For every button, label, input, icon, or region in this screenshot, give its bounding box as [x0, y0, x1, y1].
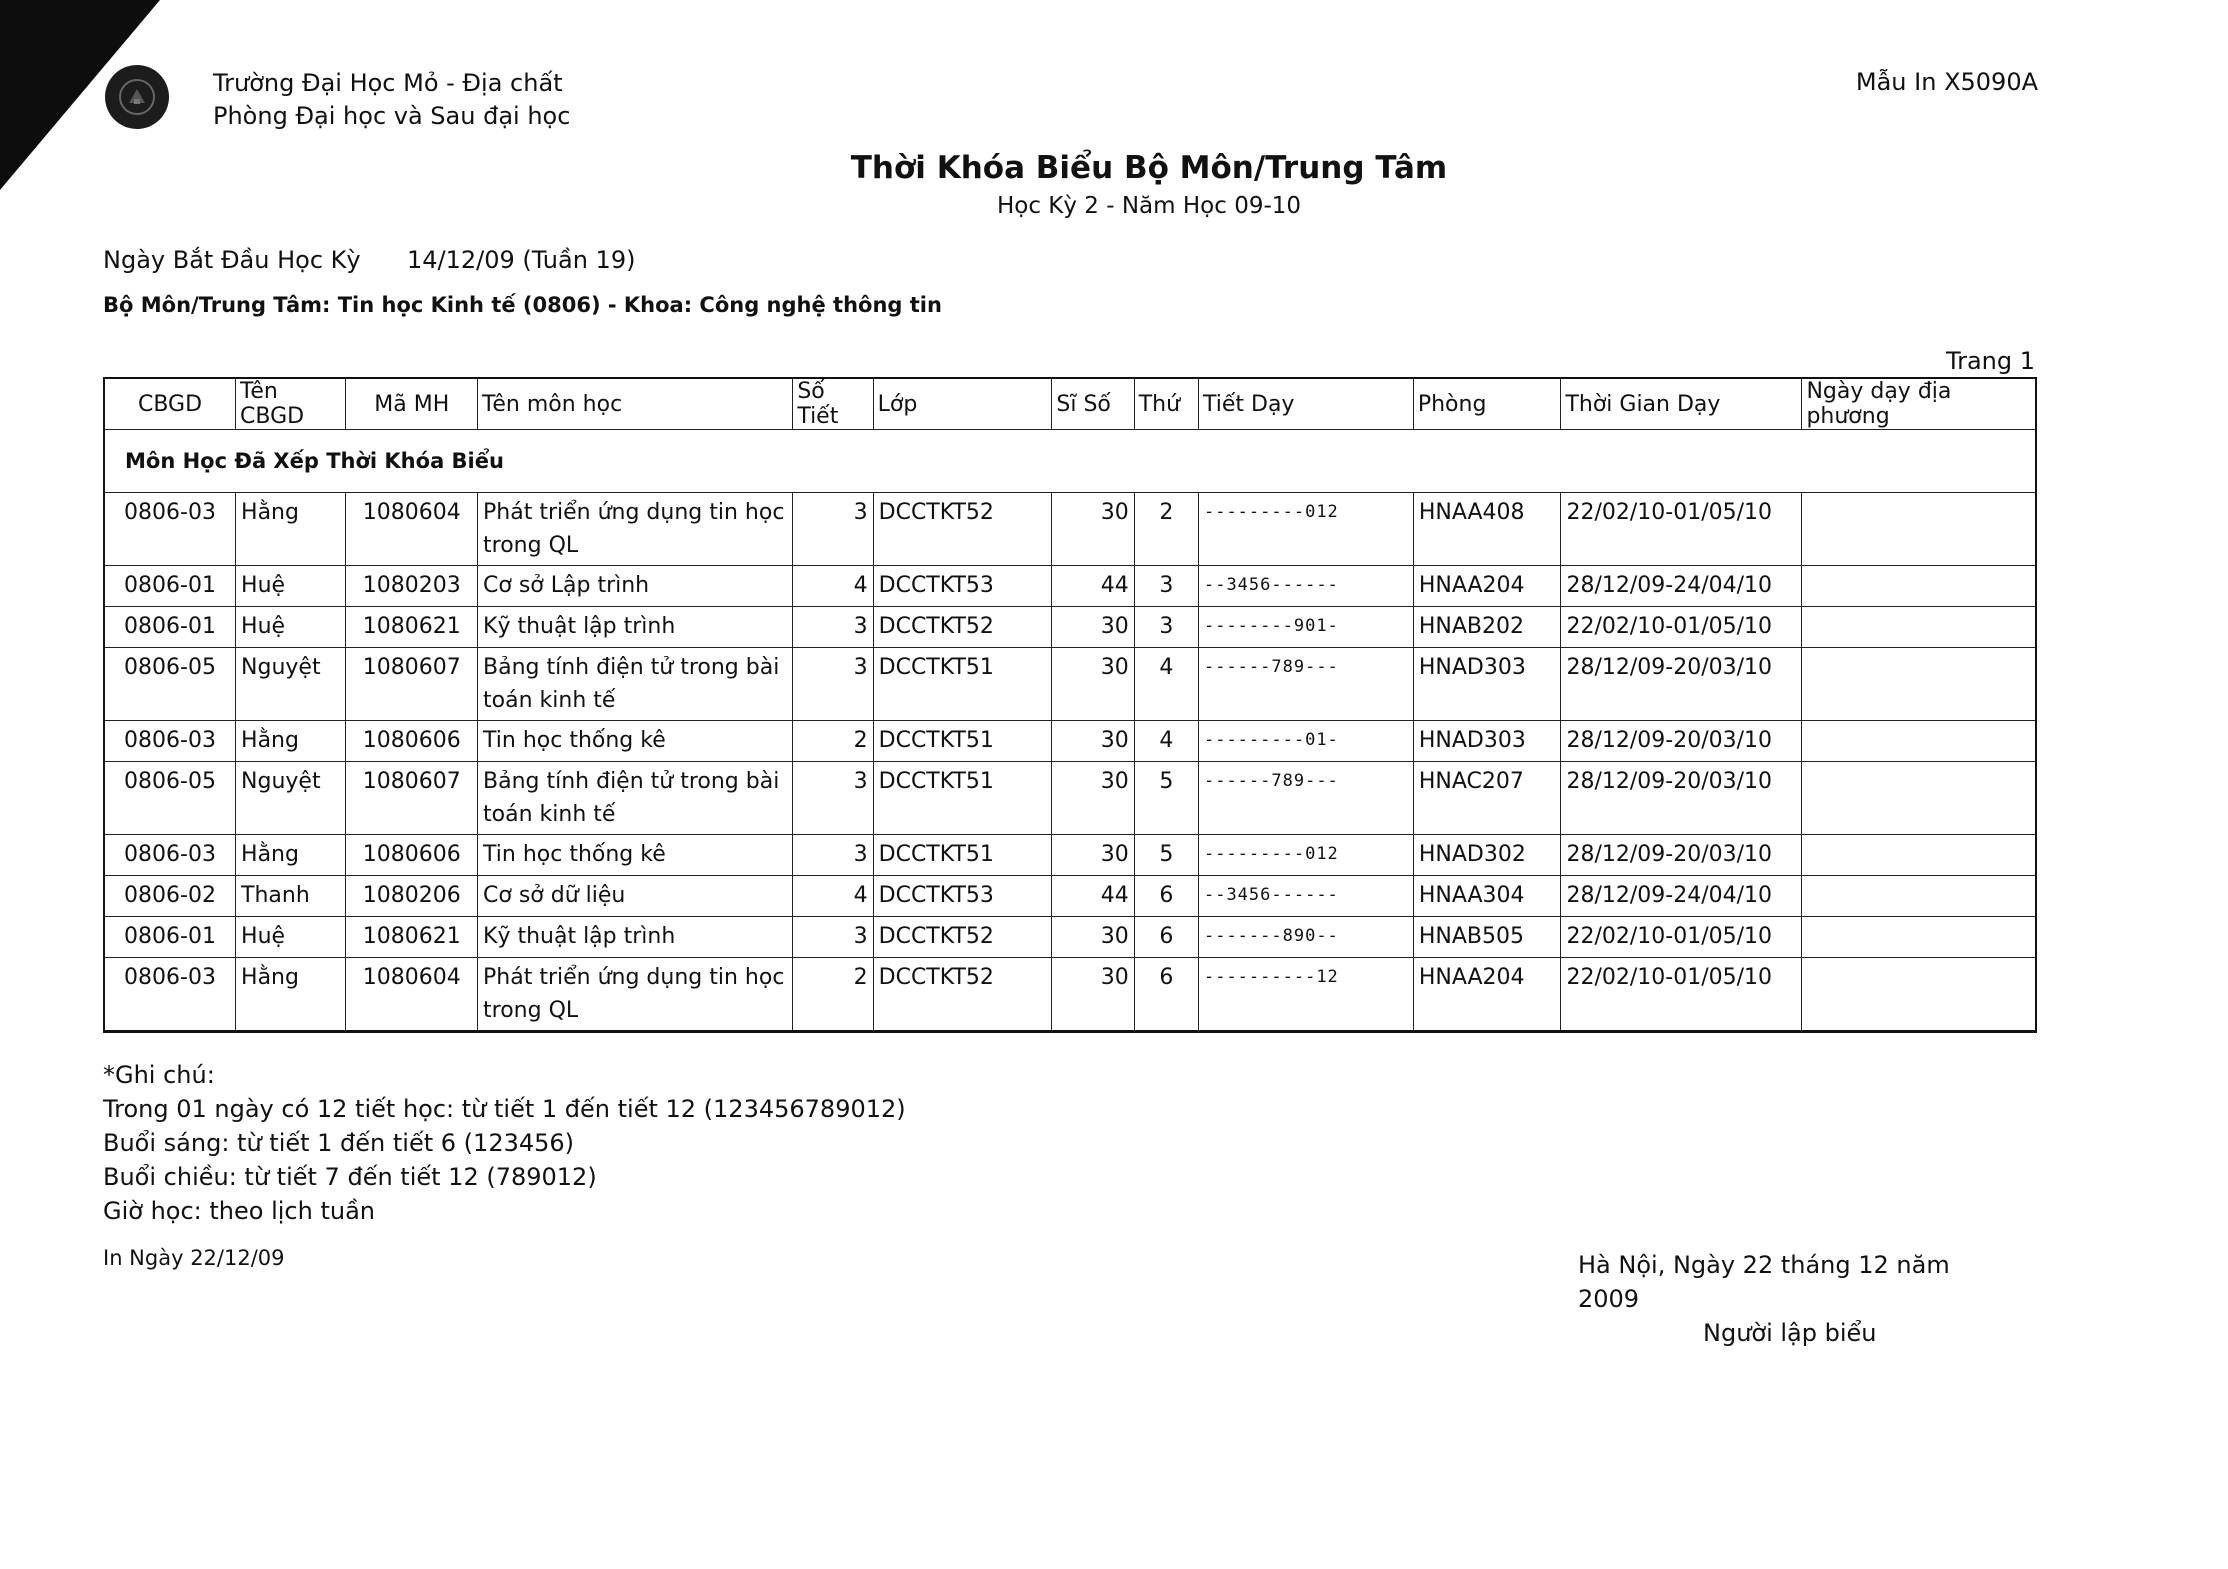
cell-thu: 3 [1134, 566, 1198, 607]
cell-tiet: ---------012 [1198, 493, 1413, 566]
cell-cbgd: 0806-05 [104, 762, 236, 835]
cell-thoi-gian: 28/12/09-24/04/10 [1561, 566, 1802, 607]
cell-dia-phuong [1802, 607, 2036, 648]
semester-start-value: 14/12/09 (Tuần 19) [407, 246, 636, 274]
cell-thoi-gian: 22/02/10-01/05/10 [1561, 917, 1802, 958]
cell-si-so: 30 [1052, 721, 1134, 762]
cell-dia-phuong [1802, 648, 2036, 721]
note-line: Trong 01 ngày có 12 tiết học: từ tiết 1 đến tiết 12 (123456789012) [103, 1095, 906, 1123]
cell-dia-phuong [1802, 917, 2036, 958]
cell-cbgd: 0806-05 [104, 648, 236, 721]
cell-thoi-gian: 22/02/10-01/05/10 [1561, 493, 1802, 566]
cell-phong: HNAA204 [1413, 958, 1561, 1032]
cell-si-so: 30 [1052, 835, 1134, 876]
cell-lop: DCCTKT51 [873, 648, 1052, 721]
cell-mon [478, 876, 793, 917]
cell-ma-mh: 1080606 [346, 835, 478, 876]
table-row [104, 721, 2036, 762]
cell-ten: Huệ [236, 566, 346, 607]
cell-mon [478, 917, 793, 958]
course-name-line2: trong QL [483, 998, 579, 1023]
cell-lop: DCCTKT52 [873, 607, 1052, 648]
cell-ma-mh: 1080206 [346, 876, 478, 917]
table-row [104, 958, 2036, 1032]
cell-phong: HNAD303 [1413, 721, 1561, 762]
cell-ten: Hằng [236, 958, 346, 1032]
signature-role: Người lập biểu [1703, 1319, 1877, 1347]
cell-ma-mh: 1080621 [346, 917, 478, 958]
cell-dia-phuong [1802, 835, 2036, 876]
section-row [104, 430, 2036, 493]
cell-cbgd: 0806-03 [104, 493, 236, 566]
cell-si-so: 30 [1052, 493, 1134, 566]
column-header: Sĩ Số [1052, 378, 1134, 430]
section-title: Môn Học Đã Xếp Thời Khóa Biểu [104, 430, 2036, 493]
table-row [104, 917, 2036, 958]
cell-ten: Huệ [236, 917, 346, 958]
course-name-line1: Tin học thống kê [483, 842, 666, 867]
cell-ten: Huệ [236, 607, 346, 648]
printed-date: In Ngày 22/12/09 [103, 1246, 285, 1270]
cell-so-tiet: 2 [793, 721, 873, 762]
form-code: Mẫu In X5090A [1855, 68, 2038, 96]
cell-phong: HNAA204 [1413, 566, 1561, 607]
cell-ma-mh: 1080607 [346, 762, 478, 835]
cell-phong: HNAD302 [1413, 835, 1561, 876]
school-name: Trường Đại Học Mỏ - Địa chất [213, 69, 563, 97]
column-header: Thứ [1134, 378, 1198, 430]
cell-si-so: 30 [1052, 762, 1134, 835]
cell-lop: DCCTKT52 [873, 493, 1052, 566]
cell-ma-mh: 1080604 [346, 493, 478, 566]
cell-so-tiet: 3 [793, 762, 873, 835]
cell-so-tiet: 4 [793, 876, 873, 917]
cell-dia-phuong [1802, 721, 2036, 762]
cell-thu: 2 [1134, 493, 1198, 566]
cell-thoi-gian: 28/12/09-20/03/10 [1561, 835, 1802, 876]
page-subtitle: Học Kỳ 2 - Năm Học 09-10 [996, 193, 1302, 219]
cell-lop: DCCTKT51 [873, 762, 1052, 835]
course-name-line1: Phát triển ứng dụng tin học [483, 965, 785, 990]
notes-block [103, 1058, 906, 1228]
column-header: Ngày dạy địa phương [1802, 378, 2036, 430]
column-header: Tên CBGD [236, 378, 346, 430]
cell-thu: 6 [1134, 917, 1198, 958]
cell-mon [478, 607, 793, 648]
note-line: Buổi sáng: từ tiết 1 đến tiết 6 (123456) [103, 1129, 575, 1157]
cell-thu: 3 [1134, 607, 1198, 648]
course-name-line1: Bảng tính điện tử trong bài [483, 769, 780, 794]
cell-cbgd: 0806-03 [104, 835, 236, 876]
timetable [103, 377, 2037, 1033]
cell-ten: Nguyệt [236, 762, 346, 835]
cell-mon [478, 648, 793, 721]
course-name-line2: trong QL [483, 533, 579, 558]
department-line: Bộ Môn/Trung Tâm: Tin học Kinh tế (0806) - Khoa: Công nghệ thông tin [103, 293, 942, 317]
cell-phong: HNAA304 [1413, 876, 1561, 917]
cell-so-tiet: 2 [793, 958, 873, 1032]
course-name-line2: toán kinh tế [483, 688, 616, 713]
column-header: Lớp [873, 378, 1052, 430]
cell-mon [478, 721, 793, 762]
course-name-line1: Kỹ thuật lập trình [483, 924, 676, 949]
cell-dia-phuong [1802, 493, 2036, 566]
cell-so-tiet: 4 [793, 566, 873, 607]
cell-phong: HNAB505 [1413, 917, 1561, 958]
cell-cbgd: 0806-01 [104, 917, 236, 958]
column-header: CBGD [104, 378, 236, 430]
cell-ten: Hằng [236, 721, 346, 762]
cell-tiet: ------789--- [1198, 762, 1413, 835]
course-name-line1: Cơ sở dữ liệu [483, 883, 626, 908]
cell-thoi-gian: 28/12/09-20/03/10 [1561, 762, 1802, 835]
cell-thu: 4 [1134, 648, 1198, 721]
cell-so-tiet: 3 [793, 493, 873, 566]
cell-mon [478, 835, 793, 876]
cell-lop: DCCTKT53 [873, 566, 1052, 607]
cell-thoi-gian: 28/12/09-20/03/10 [1561, 721, 1802, 762]
column-header: Mã MH [346, 378, 478, 430]
column-header: Tên môn học [478, 378, 793, 430]
cell-dia-phuong [1802, 762, 2036, 835]
cell-tiet: ------789--- [1198, 648, 1413, 721]
cell-si-so: 44 [1052, 876, 1134, 917]
cell-si-so: 30 [1052, 917, 1134, 958]
cell-thu: 4 [1134, 721, 1198, 762]
cell-ten: Nguyệt [236, 648, 346, 721]
cell-lop: DCCTKT51 [873, 721, 1052, 762]
cell-ma-mh: 1080604 [346, 958, 478, 1032]
cell-lop: DCCTKT52 [873, 917, 1052, 958]
page-title: Thời Khóa Biểu Bộ Môn/Trung Tâm [850, 150, 1448, 186]
cell-thoi-gian: 28/12/09-20/03/10 [1561, 648, 1802, 721]
cell-tiet: --3456------ [1198, 876, 1413, 917]
column-header: Số Tiết [793, 378, 873, 430]
cell-thoi-gian: 22/02/10-01/05/10 [1561, 958, 1802, 1032]
cell-so-tiet: 3 [793, 607, 873, 648]
cell-tiet: ----------12 [1198, 958, 1413, 1032]
course-name-line1: Bảng tính điện tử trong bài [483, 655, 780, 680]
cell-ma-mh: 1080621 [346, 607, 478, 648]
cell-ten: Hằng [236, 835, 346, 876]
table-row [104, 607, 2036, 648]
cell-si-so: 30 [1052, 648, 1134, 721]
column-header: Thời Gian Dạy [1561, 378, 1802, 430]
cell-thu: 5 [1134, 762, 1198, 835]
course-name-line1: Phát triển ứng dụng tin học [483, 500, 785, 525]
cell-dia-phuong [1802, 876, 2036, 917]
table-row [104, 648, 2036, 721]
cell-thoi-gian: 22/02/10-01/05/10 [1561, 607, 1802, 648]
cell-phong: HNAD303 [1413, 648, 1561, 721]
signature-place-date: Hà Nội, Ngày 22 tháng 12 năm 2009 [1578, 1251, 1950, 1313]
table-row [104, 835, 2036, 876]
cell-mon [478, 762, 793, 835]
cell-so-tiet: 3 [793, 835, 873, 876]
signature-block [1578, 1248, 1978, 1350]
course-name-line2: toán kinh tế [483, 802, 616, 827]
cell-cbgd: 0806-03 [104, 721, 236, 762]
semester-start-label: Ngày Bắt Đầu Học Kỳ [103, 246, 361, 274]
course-name-line1: Tin học thống kê [483, 728, 666, 753]
note-line: Buổi chiều: từ tiết 7 đến tiết 12 (789012) [103, 1163, 597, 1191]
cell-ma-mh: 1080606 [346, 721, 478, 762]
cell-lop: DCCTKT51 [873, 835, 1052, 876]
cell-thu: 5 [1134, 835, 1198, 876]
table-row [104, 876, 2036, 917]
column-header: Phòng [1413, 378, 1561, 430]
cell-tiet: --3456------ [1198, 566, 1413, 607]
column-header: Tiết Dạy [1198, 378, 1413, 430]
table-row [104, 493, 2036, 566]
cell-si-so: 44 [1052, 566, 1134, 607]
cell-ten: Thanh [236, 876, 346, 917]
cell-thoi-gian: 28/12/09-24/04/10 [1561, 876, 1802, 917]
cell-dia-phuong [1802, 566, 2036, 607]
table-header-row [104, 378, 2036, 430]
cell-mon [478, 493, 793, 566]
cell-dia-phuong [1802, 958, 2036, 1032]
cell-lop: DCCTKT52 [873, 958, 1052, 1032]
university-logo-icon [105, 65, 169, 129]
note-line: Giờ học: theo lịch tuần [103, 1197, 375, 1225]
cell-si-so: 30 [1052, 958, 1134, 1032]
cell-so-tiet: 3 [793, 917, 873, 958]
cell-thu: 6 [1134, 958, 1198, 1032]
cell-phong: HNAC207 [1413, 762, 1561, 835]
cell-cbgd: 0806-03 [104, 958, 236, 1032]
cell-lop: DCCTKT53 [873, 876, 1052, 917]
table-row [104, 762, 2036, 835]
cell-si-so: 30 [1052, 607, 1134, 648]
notes-heading: *Ghi chú: [103, 1061, 215, 1089]
cell-phong: HNAA408 [1413, 493, 1561, 566]
cell-tiet: ---------01- [1198, 721, 1413, 762]
cell-tiet: ---------012 [1198, 835, 1413, 876]
cell-ten: Hằng [236, 493, 346, 566]
cell-cbgd: 0806-01 [104, 607, 236, 648]
cell-tiet: --------901- [1198, 607, 1413, 648]
cell-ma-mh: 1080203 [346, 566, 478, 607]
table-row [104, 566, 2036, 607]
cell-mon [478, 566, 793, 607]
school-header [213, 67, 570, 133]
course-name-line1: Cơ sở Lập trình [483, 573, 650, 598]
course-name-line1: Kỹ thuật lập trình [483, 614, 676, 639]
cell-ma-mh: 1080607 [346, 648, 478, 721]
cell-so-tiet: 3 [793, 648, 873, 721]
office-name: Phòng Đại học và Sau đại học [213, 102, 571, 130]
cell-thu: 6 [1134, 876, 1198, 917]
cell-phong: HNAB202 [1413, 607, 1561, 648]
cell-cbgd: 0806-02 [104, 876, 236, 917]
cell-cbgd: 0806-01 [104, 566, 236, 607]
cell-tiet: -------890-- [1198, 917, 1413, 958]
page-number: Trang 1 [1945, 347, 2035, 375]
cell-mon [478, 958, 793, 1032]
